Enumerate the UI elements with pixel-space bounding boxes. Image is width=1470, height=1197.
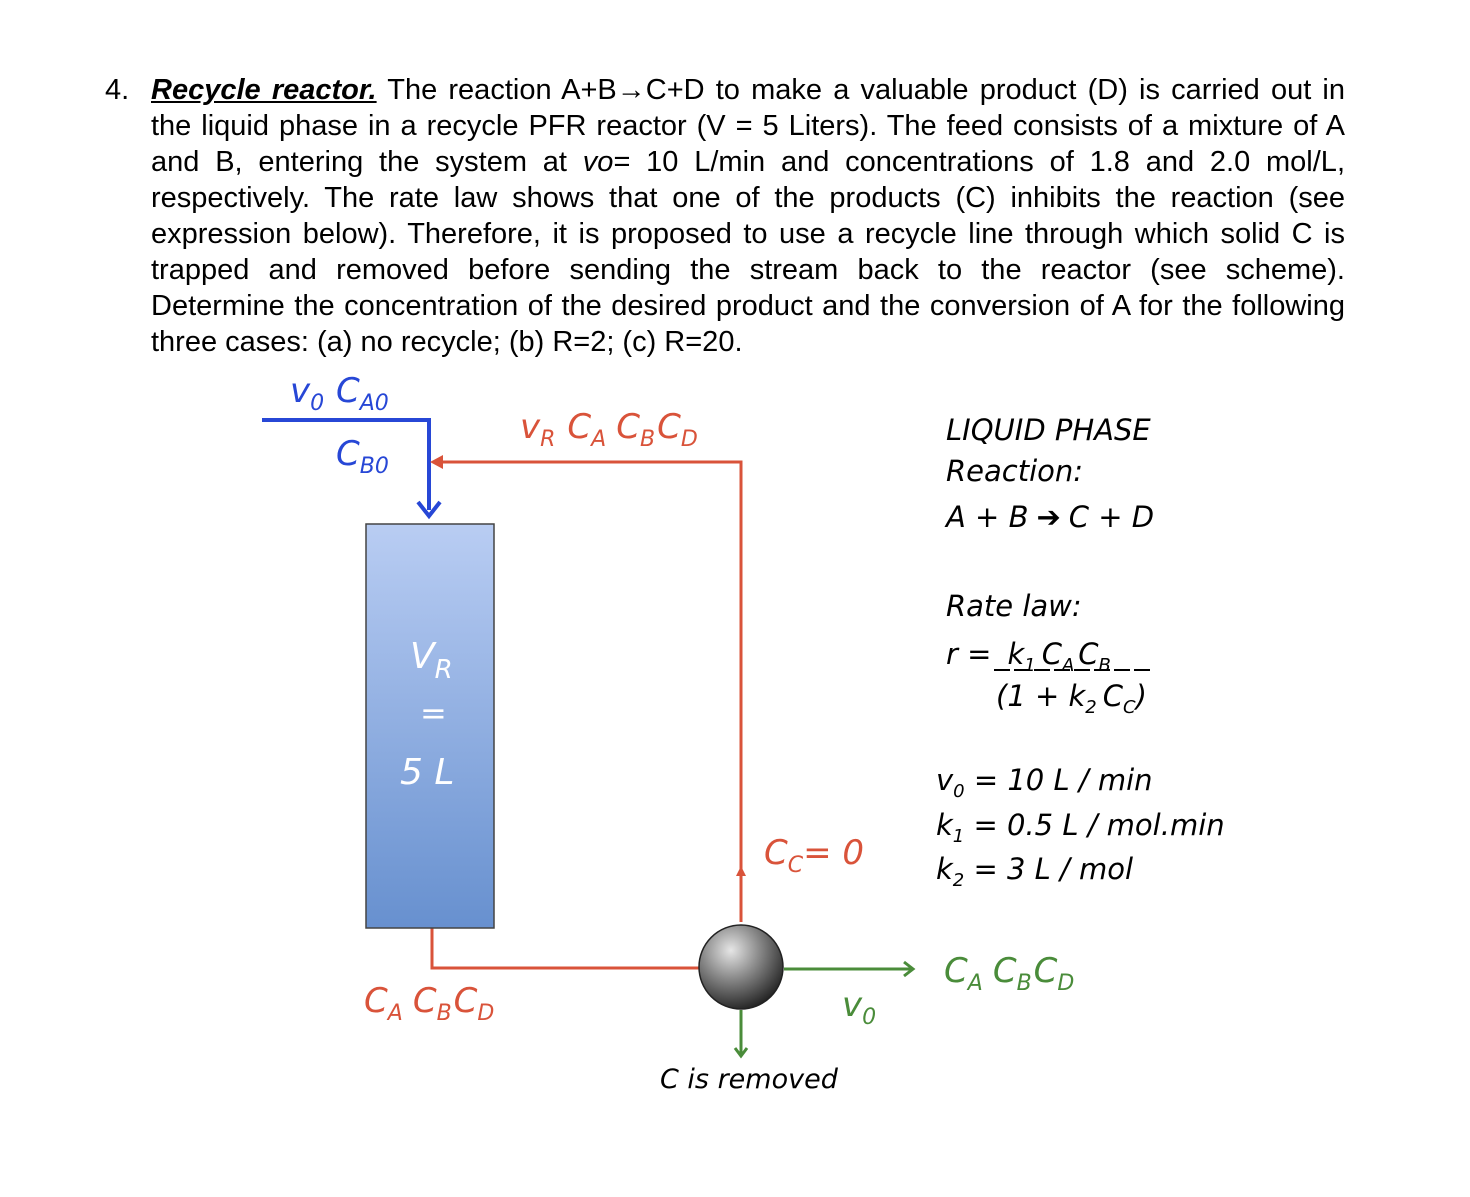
param-v0: $v_0 = 10$ L / min [936,763,1153,802]
problem-text-1: The reaction A+B→C+D to make a valuable product (D) is carried out in the liquid phase in a recycle PFR reactor (V = 5 Liters). The feed consists of a mixture of A and B, entering the system at [151,74,1346,178]
rate-law-numerator: $r = k_1$ $C_A$ $C_B$ [946,637,1111,676]
product-v0-label: $v_0$ [842,985,877,1030]
feed-ca0-label: $C_{A0}$ [336,371,389,416]
separator [699,925,783,1009]
param-k1: $k_1 = 0.5$ L / mol.min [936,808,1225,847]
cc-zero-label: $C_C= 0$ [764,833,865,878]
feed-cb0-label: $C_{B0}$ [336,434,389,479]
problem-number: 4. [105,74,130,106]
rate-law-denominator: ($1 + k_2$ $C_C$) [996,679,1147,718]
reaction-label: Reaction: [946,454,1084,488]
c-removed-label: C is removed [660,1064,838,1095]
problem-text-2: = 10 L/min and concentrations of 1.8 and 2.0 mol/L, respectively. The rate law shows that one of the products (C) inhibits the reaction (see expression below). Therefore, it is proposed to use a recycle line through which solid C is trapped and removed before sending the stream back to the reactor (see scheme). Determine the concentration of the desired product and the conversion of A for the following three cases: (a) no recycle; (b) R=2; (c) R=20. [151,146,1345,358]
small-up-arrow [736,866,746,876]
outlet-stream-label: $C_A$ $C_BC_D$ [364,981,495,1026]
info-panel [936,413,1225,891]
outlet-line [432,928,700,968]
reaction-equation: A + B ➔ C + D [946,500,1155,534]
reactor-eq-label: = [420,694,447,732]
param-k2: $k_2 = 3$ L / mol [936,852,1134,891]
reactor-vr-label: $V_R$ [410,636,453,685]
product-stream-label: $C_A$ $C_BC_D$ [944,951,1075,996]
feed-v0-label: $v_0$ [290,371,325,416]
removal-line [735,1010,747,1056]
rate-law-label: Rate law: [946,589,1082,623]
problem-text-v0: vo [582,146,614,178]
recycle-stream-label: $v_R$ $C_A$ $C_BC_D$ [520,407,698,452]
reactor-volume-label: 5 L [400,752,455,793]
liquid-phase-label: LIQUID PHASE [946,413,1151,447]
product-line [784,962,913,976]
problem-title: Recycle reactor. [151,74,377,106]
